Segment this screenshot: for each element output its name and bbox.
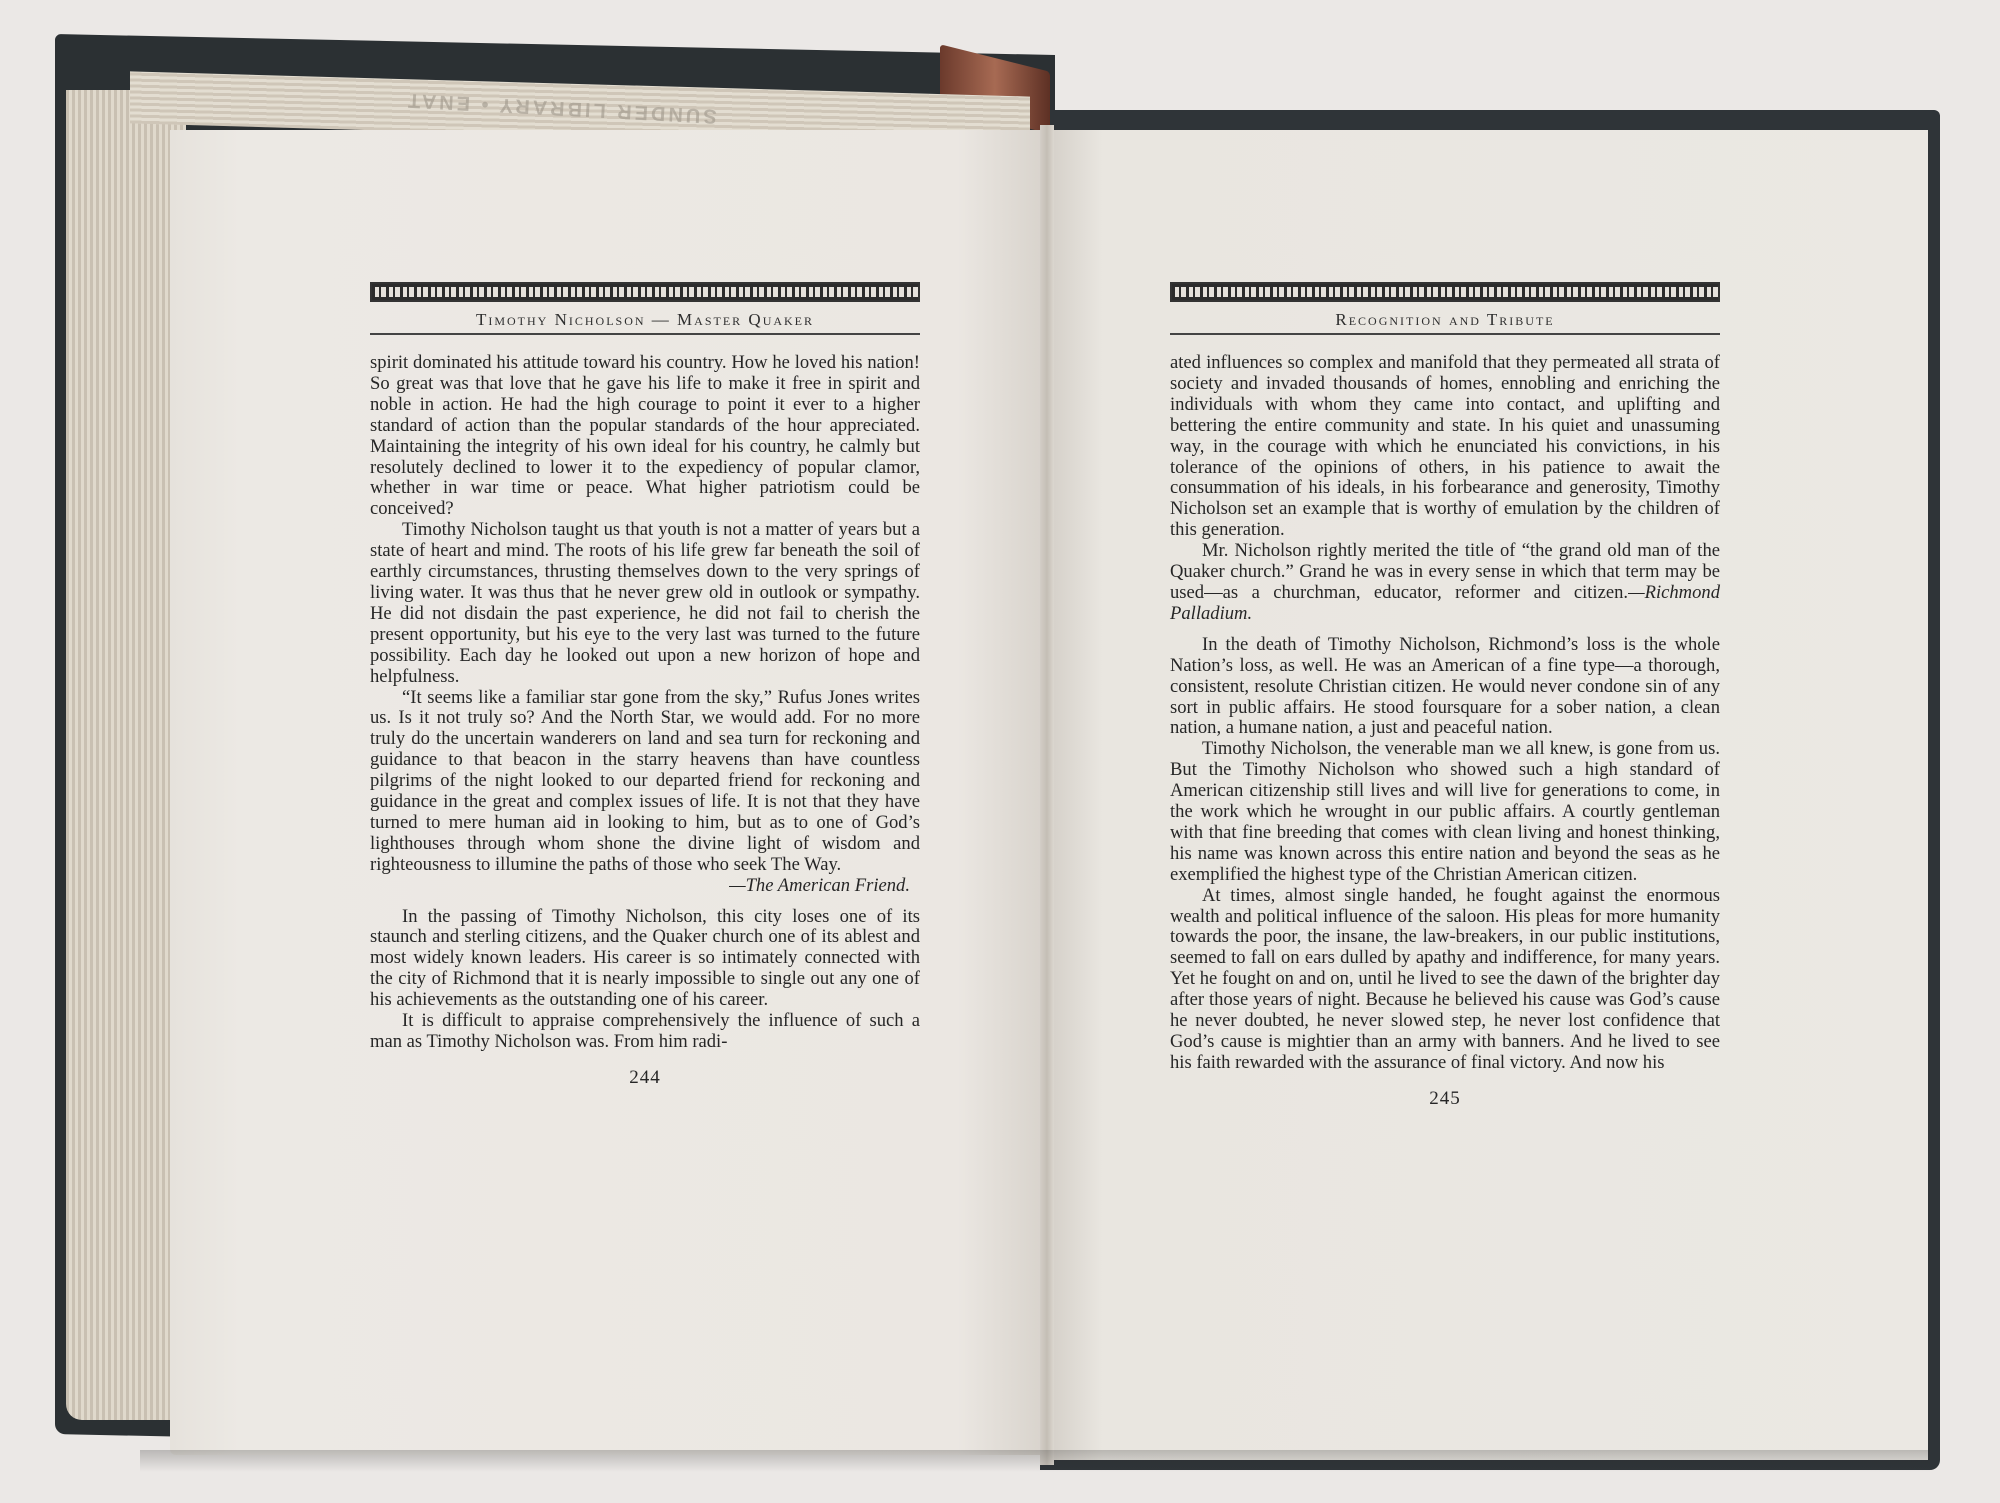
- paragraph: Timothy Nicholson taught us that youth is not a matter of years but a state of heart and mind. The roots of his life grew far beneath the soil of earthly circumstances, thrusting themselves down to the very springs of living water. It was thus that he never grew old in outlook or sympathy. He did not disdain the past experience, he did not fail to cherish the present opportunity, but his eye to the very last was turned to the future possibility. Each day he looked out upon a new horizon of hope and helpfulness.: [370, 519, 920, 687]
- source-attribution: —The American Friend.: [729, 874, 910, 896]
- left-page-content: [370, 282, 920, 1089]
- running-head-left: Timothy Nicholson — Master Quaker: [370, 302, 920, 335]
- right-page-text: [1170, 353, 1720, 1074]
- source-attribution: —Richmond Palladium.: [1170, 581, 1720, 624]
- left-page-text: [370, 353, 920, 1053]
- right-page-content: [1170, 282, 1720, 1110]
- paragraph: In the death of Timothy Nicholson, Richmond’s loss is the whole Nation’s loss, as well. He was an American of a fine type—a thorough, consistent, resolute Christian citizen. He would never condone sin of any sort in public affairs. He stood foursquare for a sober nation, a clean nation, a humane nation, a just and peaceful nation.: [1170, 633, 1720, 739]
- page-number-right: 245: [1429, 1087, 1461, 1109]
- paragraph: spirit dominated his attitude toward his country. How he loved his nation! So great was that love that he gave his life to make it free in spirit and noble in action. He had the high courage to point it ever to a higher standard of action than the popular standards of the hour appreciated. Maintaining the integrity of his own ideal for his country, he calmly but resolutely declined to lower it to the expediency of popular clamor, whether in war time or peace. What higher patriotism could be conceived?: [370, 352, 920, 520]
- book-gutter: [1040, 125, 1054, 1465]
- page-number-left: 244: [629, 1066, 661, 1088]
- paragraph: [1170, 541, 1720, 625]
- header-ornament: [1170, 282, 1720, 302]
- paragraph: At times, almost single handed, he fought against the enormous wealth and political influence of the saloon. His pleas for more humanity towards the poor, the insane, the law-breakers, in our public institutions, seemed to fall on ears dulled by apathy and indifference, for many years. Yet he fought on and on, until he lived to see the dawn of the brighter day after those years of night. Because he believed his cause was God’s cause he never doubted, he never slowed step, he never lost confidence that God’s cause is mightier than an army with banners. And he lived to see his faith rewarded with the assurance of final victory. And now his: [1170, 884, 1720, 1073]
- book-shadow: [140, 1450, 1930, 1472]
- paragraph: In the passing of Timothy Nicholson, this city loses one of its staunch and sterling citizens, and the Quaker church one of its ablest and most widely known leaders. His career is so intimately connected with the city of Richmond that it is nearly impossible to single out any one of his achievements as the outstanding one of his career.: [370, 905, 920, 1011]
- page-edges-side: [66, 90, 186, 1420]
- paragraph: Timothy Nicholson, the venerable man we all knew, is gone from us. But the Timothy Nicholson who showed such a high standard of American citizenship still lives and will live for generations to come, in the work which he wrought in our public affairs. A courtly gentleman with that fine breeding that comes with clean living and honest thinking, his name was known across this entire nation and beyond the seas as he exemplified the highest type of the Christian American citizen.: [1170, 738, 1720, 885]
- edge-stamp: SUNDER LIBRARY • ENAT: [404, 88, 718, 128]
- paragraph: “It seems like a familiar star gone from the sky,” Rufus Jones writes us. Is it not truly so? And the North Star, we would add. For no more truly do the uncertain wanderers on land and sea turn for reckoning and guidance to that beacon in the starry heavens than have countless pilgrims of the night looked to our departed friend for reckoning and guidance in the great and complex issues of life. It is not that they have turned to mere human aid in looking to him, but as to one of God’s lighthouses through whom shone the divine light of wisdom and righteousness to illumine the paths of those who seek The Way.: [370, 686, 920, 875]
- paragraph: It is difficult to appraise comprehensively the influence of such a man as Timothy Nicholson was. From him radi-: [370, 1010, 920, 1052]
- paragraph: ated influences so complex and manifold that they permeated all strata of society and invaded thousands of homes, ennobling and enriching the individuals with whom they came into contact, and uplifting and bettering the entire community and state. In his quiet and unassuming way, in the courage with which he enunciated his convictions, in his tolerance of the opinions of others, in his patience to await the consummation of his ideals, in his forbearance and generosity, Timothy Nicholson set an example that is worthy of emulation by the children of this generation.: [1170, 352, 1720, 541]
- paragraph-text: Mr. Nicholson rightly merited the title of “the grand old man of the Quaker church.” Grand he was in every sense in which that term may be used—as a churchman, educator, reformer and citizen.: [1170, 540, 1720, 603]
- running-head-right: Recognition and Tribute: [1170, 302, 1720, 335]
- header-ornament: [370, 282, 920, 302]
